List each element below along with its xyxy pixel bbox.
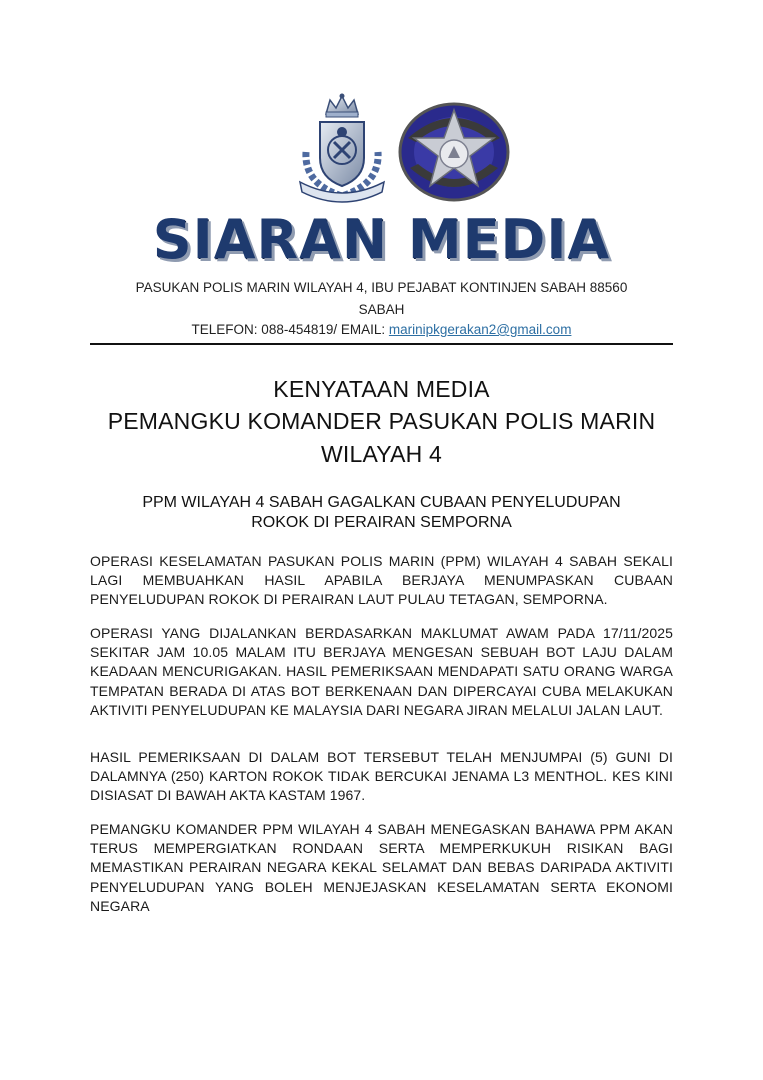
document-title: SIARAN MEDIA xyxy=(152,208,611,271)
subheading-2: ROKOK DI PERAIRAN SEMPORNA xyxy=(251,514,512,531)
email-link[interactable]: marinipkgerakan2@gmail.com xyxy=(388,322,572,337)
address-line-2: SABAH xyxy=(358,302,405,317)
integriti-badge-logo xyxy=(398,102,510,202)
subheading-1: PPM WILAYAH 4 SABAH GAGALKAN CUBAAN PENYELUDUPAN xyxy=(142,494,621,511)
logo-row xyxy=(0,92,763,207)
pdrm-crest-logo xyxy=(286,92,398,204)
body-paragraph-4: PEMANGKU KOMANDER PPM WILAYAH 4 SABAH MENEGASKAN BAHAWA PPM AKAN TERUS MEMPERGIATKAN RONDAAN SERTA MEMPERKUKUH RISIKAN BAGI MEMASTIKAN PERAIRAN NEGARA KEKAL SELAMAT DAN BEBAS DARIPADA AKTIVITI PENYELUDUPAN YANG BOLEH MENJEJASKAN KESELAMATAN SERTA EKONOMI NEGARA xyxy=(90,821,673,914)
address-line-1: PASUKAN POLIS MARIN WILAYAH 4, IBU PEJABAT KONTINJEN SABAH 88560 xyxy=(135,280,628,295)
contact-prefix: TELEFON: 088-454819/ EMAIL: xyxy=(191,322,389,337)
statement-heading-3: WILAYAH 4 xyxy=(320,441,443,467)
statement-heading-2: PEMANGKU KOMANDER PASUKAN POLIS MARIN xyxy=(107,408,656,434)
body-paragraph-3: HASIL PEMERIKSAAN DI DALAM BOT TERSEBUT TELAH MENJUMPAI (5) GUNI DI DALAMNYA (250) KARTON ROKOK TIDAK BERCUKAI JENAMA L3 MENTHOL. KES KINI DISIASAT DI BAWAH AKTA KASTAM 1967. xyxy=(90,749,673,804)
contact-line xyxy=(0,322,763,337)
header-divider xyxy=(90,343,673,345)
body-paragraph-2: OPERASI YANG DIJALANKAN BERDASARKAN MAKLUMAT AWAM PADA 17/11/2025 SEKITAR JAM 10.05 MALAM ITU BERJAYA MENGESAN SEBUAH BOT LAJU DALAM KEADAAN MENCURIGAKAN. HASIL PEMERIKSAAN MENDAPATI SATU ORANG WARGA TEMPATAN BERADA DI ATAS BOT BERKENAAN DAN DIPERCAYAI CUBA MELAKUKAN AKTIVITI PENYELUDUPAN KE MALAYSIA DARI NEGARA JIRAN MELALUI JALAN LAUT. xyxy=(90,625,673,718)
body-paragraph-1: OPERASI KESELAMATAN PASUKAN POLIS MARIN (PPM) WILAYAH 4 SABAH SEKALI LAGI MEMBUAHKAN HASIL APABILA BERJAYA MENUMPASKAN CUBAAN PENYELUDUPAN ROKOK DI PERAIRAN LAUT PULAU TETAGAN, SEMPORNA. xyxy=(90,553,673,608)
statement-heading-1: KENYATAAN MEDIA xyxy=(273,376,490,402)
